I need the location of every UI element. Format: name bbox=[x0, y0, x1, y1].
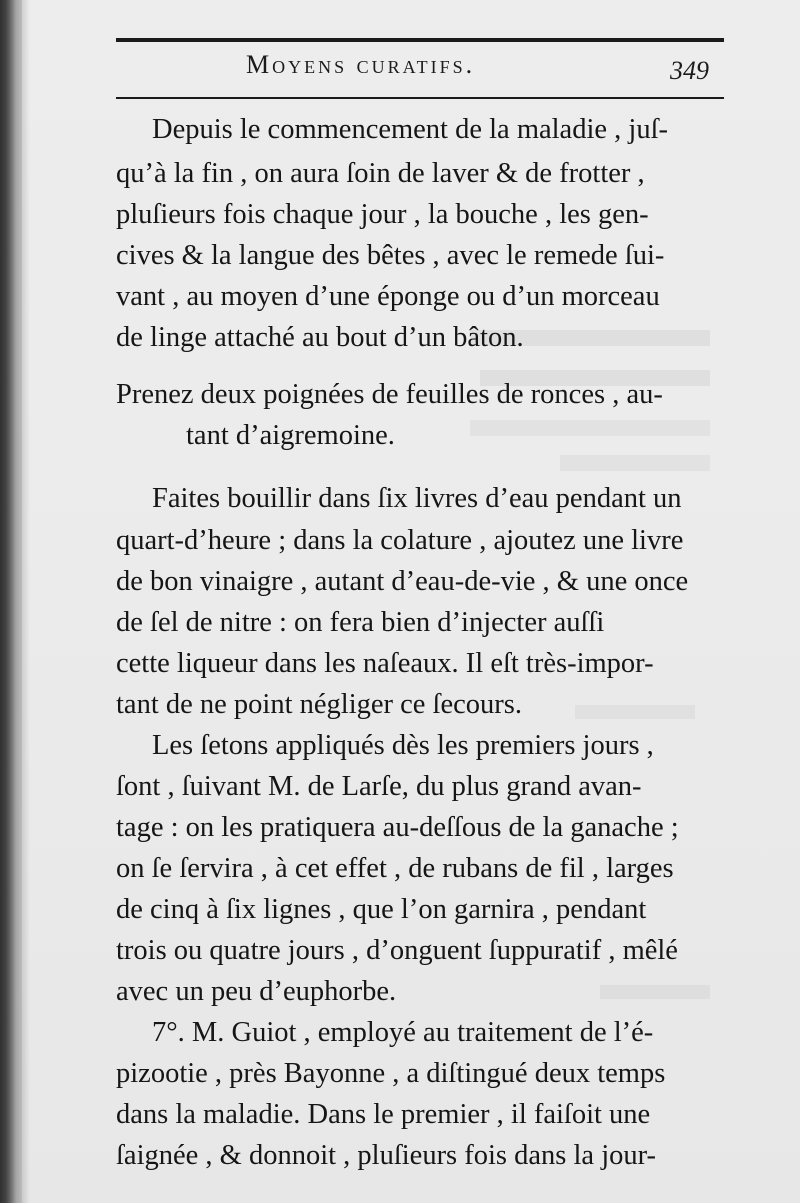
text-line: tage : on les pratiquera au-deſſous de la ganache ; bbox=[116, 812, 679, 843]
page-number: 349 bbox=[670, 56, 709, 85]
text-line: avec un peu d’euphorbe. bbox=[116, 976, 397, 1007]
text-line: Faites bouillir dans ſix livres d’eau pendant un bbox=[152, 483, 682, 514]
show-through bbox=[560, 455, 710, 471]
gutter-shadow bbox=[0, 0, 30, 1203]
text-line: ſont , ſuivant M. de Larſe, du plus grand avan- bbox=[116, 771, 642, 802]
text-line: Depuis le commencement de la maladie , juſ- bbox=[152, 114, 668, 145]
text-line: qu’à la fin , on aura ſoin de laver & de frotter , bbox=[116, 158, 645, 189]
text-line: tant d’aigremoine. bbox=[186, 420, 395, 451]
text-line: Les ſetons appliqués dès les premiers jours , bbox=[152, 730, 654, 761]
text-line: cette liqueur dans les naſeaux. Il eſt très-impor- bbox=[116, 648, 654, 679]
text-line: dans la maladie. Dans le premier , il faiſoit une bbox=[116, 1099, 651, 1130]
running-head: Moyens curatifs. bbox=[246, 50, 476, 79]
show-through bbox=[600, 985, 710, 999]
header-rule-top bbox=[116, 38, 724, 42]
text-line: de ſel de nitre : on fera bien d’injecter auſſi bbox=[116, 607, 605, 638]
text-line: trois ou quatre jours , d’onguent ſuppuratif , mêlé bbox=[116, 935, 678, 966]
text-line: vant , au moyen d’une éponge ou d’un morceau bbox=[116, 281, 660, 312]
text-line: de cinq à ſix lignes , que l’on garnira , pendant bbox=[116, 894, 647, 925]
text-line: de bon vinaigre , autant d’eau-de-vie , & une once bbox=[116, 566, 689, 597]
text-line: ſaignée , & donnoit , pluſieurs fois dans la jour- bbox=[116, 1140, 657, 1171]
header-rule-bottom bbox=[116, 97, 724, 99]
text-line: de linge attaché au bout d’un bâton. bbox=[116, 322, 524, 353]
text-line: tant de ne point négliger ce ſecours. bbox=[116, 689, 522, 720]
text-line: cives & la langue des bêtes , avec le remede ſui- bbox=[116, 240, 665, 271]
show-through bbox=[470, 420, 710, 436]
text-line: quart-d’heure ; dans la colature , ajoutez une livre bbox=[116, 525, 684, 556]
text-line: pluſieurs fois chaque jour , la bouche , les gen- bbox=[116, 199, 649, 230]
show-through bbox=[575, 705, 695, 719]
text-line: on ſe ſervira , à cet effet , de rubans de fil , larges bbox=[116, 853, 674, 884]
text-line: Prenez deux poignées de feuilles de ronces , au- bbox=[116, 379, 663, 410]
text-line: 7°. M. Guiot , employé au traitement de l’é- bbox=[152, 1017, 654, 1048]
text-line: pizootie , près Bayonne , a diſtingué deux temps bbox=[116, 1058, 666, 1089]
